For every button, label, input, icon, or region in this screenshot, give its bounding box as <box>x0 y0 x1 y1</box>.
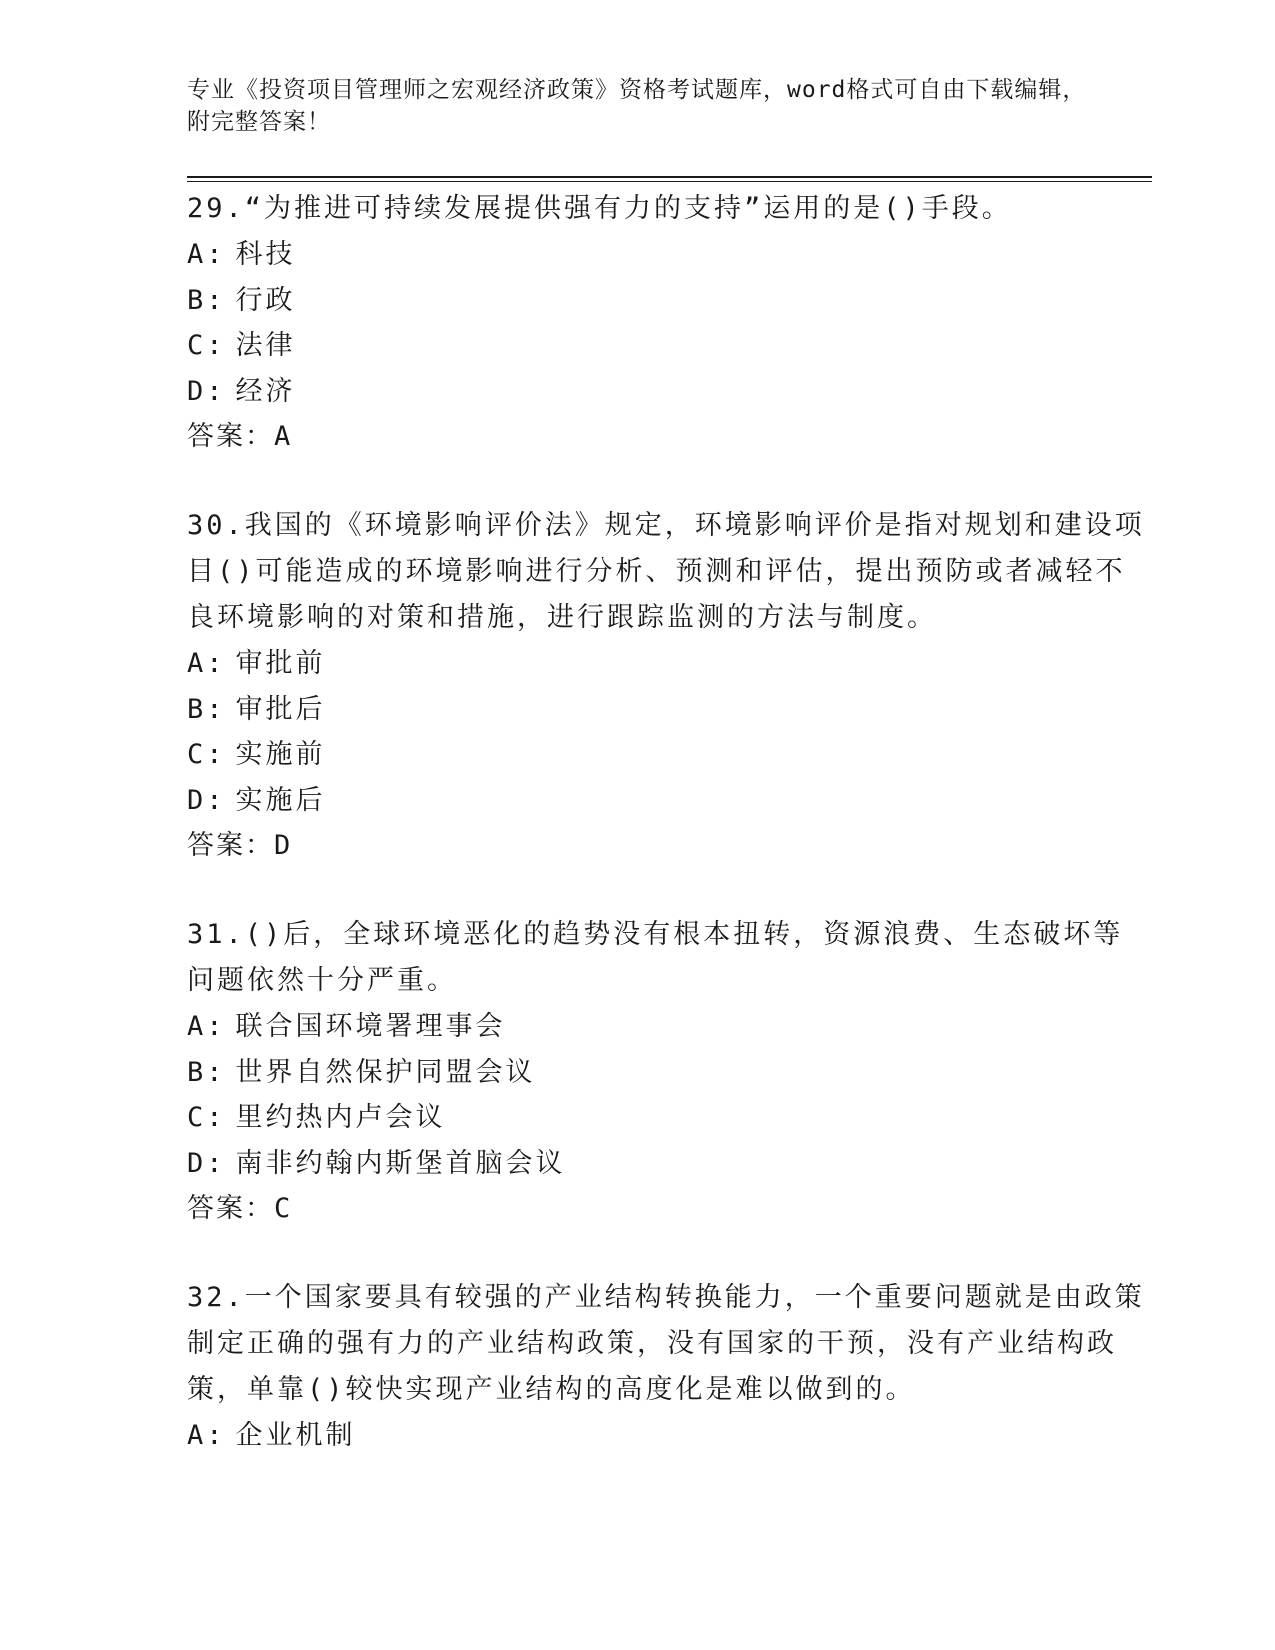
option-text: 企业机制 <box>235 1420 356 1451</box>
option-b <box>187 278 1152 324</box>
question-stem: 31.()后，全球环境恶化的趋势没有根本扭转，资源浪费、生态破坏等问题依然十分严重。 <box>187 919 1124 996</box>
option-label: A: <box>187 648 226 679</box>
option-label: A: <box>187 1011 226 1042</box>
option-label: D: <box>187 1147 226 1179</box>
option-text: 里约热内卢会议 <box>235 1102 446 1133</box>
header-note: 专业《投资项目管理师之宏观经济政策》资格考试题库，word格式可自由下载编辑，附完整答案！ <box>187 77 1087 135</box>
option-label: D: <box>187 784 226 816</box>
option-b <box>187 1050 1152 1096</box>
option-text: 联合国环境署理事会 <box>235 1011 506 1042</box>
option-text: 审批前 <box>235 648 326 679</box>
option-c <box>187 732 1152 778</box>
option-label: C: <box>187 1102 226 1133</box>
question-29 <box>187 186 1152 459</box>
option-b <box>187 687 1152 733</box>
header-divider-thin <box>187 181 1152 182</box>
option-text: 南非约翰内斯堡首脑会议 <box>235 1147 566 1179</box>
option-text: 行政 <box>235 284 296 316</box>
question-30 <box>187 503 1152 868</box>
answer: 答案：D <box>187 830 293 861</box>
question-32 <box>187 1275 1152 1459</box>
question-stem: 29.“为推进可持续发展提供强有力的支持”运用的是()手段。 <box>187 193 1012 224</box>
option-a <box>187 1004 1152 1050</box>
answer: 答案：C <box>187 1193 293 1224</box>
option-d <box>187 778 1152 824</box>
question-31 <box>187 912 1152 1231</box>
option-text: 经济 <box>235 375 296 407</box>
question-stem: 32.一个国家要具有较强的产业结构转换能力，一个重要问题就是由政策制定正确的强有力的产业结构政策，没有国家的干预，没有产业结构政策，单靠()较快实现产业结构的高度化是难以做到的。 <box>187 1282 1145 1405</box>
option-c <box>187 1095 1152 1141</box>
option-text: 实施前 <box>235 739 326 770</box>
option-a <box>187 232 1152 278</box>
option-a <box>187 1413 1152 1459</box>
option-d <box>187 1141 1152 1187</box>
option-d <box>187 369 1152 415</box>
option-label: B: <box>187 1056 226 1088</box>
option-text: 审批后 <box>235 693 326 725</box>
option-label: D: <box>187 375 226 407</box>
option-label: C: <box>187 739 226 770</box>
option-c <box>187 323 1152 369</box>
option-label: C: <box>187 330 226 361</box>
option-text: 法律 <box>235 330 296 361</box>
option-label: B: <box>187 284 226 316</box>
question-list <box>187 186 1152 1503</box>
header-divider-thick <box>187 176 1152 178</box>
option-a <box>187 641 1152 687</box>
answer: 答案：A <box>187 421 293 452</box>
option-text: 世界自然保护同盟会议 <box>235 1056 536 1088</box>
option-text: 实施后 <box>235 784 326 816</box>
option-label: A: <box>187 1420 226 1451</box>
option-text: 科技 <box>235 239 296 270</box>
option-label: A: <box>187 239 226 270</box>
option-label: B: <box>187 693 226 725</box>
question-stem: 30.我国的《环境影响评价法》规定，环境影响评价是指对规划和建设项目()可能造成的环境影响进行分析、预测和评估，提出预防或者减轻不良环境影响的对策和措施，进行跟踪监测的方法与制度。 <box>187 510 1145 633</box>
